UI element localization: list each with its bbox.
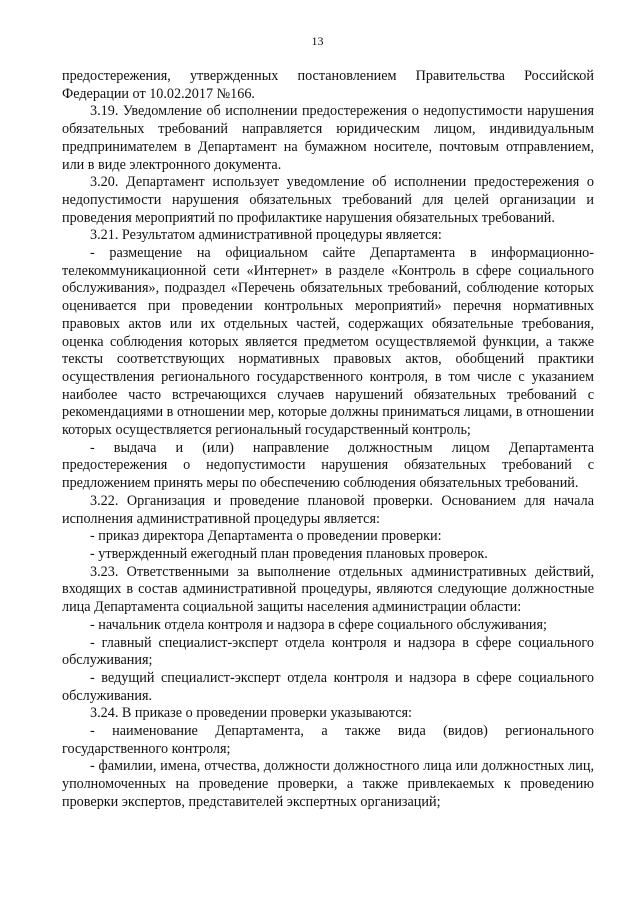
- paragraph-15: - наименование Департамента, а также вида (видов) регионального государственного контроля;: [62, 723, 594, 757]
- page-number: 13: [311, 34, 324, 48]
- paragraph-6: - выдача и (или) направление должностным лицом Департамента предостережения о недопустимости нарушения обязательных требований с предложением принять меры по обеспечению соблюдения обязательных требований.: [62, 439, 594, 492]
- paragraph-3: 3.20. Департамент использует уведомление об исполнении предостережения о недопустимости нарушения обязательных требований для целей организации и проведения мероприятий по профилактике нарушения обязательных требований.: [62, 174, 594, 226]
- paragraph-7: 3.22. Организация и проведение плановой проверки. Основанием для начала исполнения административной процедуры является:: [62, 492, 594, 527]
- paragraph-10: 3.23. Ответственными за выполнение отдельных административных действий, входящих в состав административной процедуры, являются следующие должностные лица Департамента социальной защиты населения администрации области:: [62, 563, 594, 616]
- paragraph-9: - утвержденный ежегодный план проведения плановых проверок.: [90, 545, 488, 562]
- paragraph-11: - начальник отдела контроля и надзора в сфере социального обслуживания;: [90, 616, 547, 633]
- paragraph-8: - приказ директора Департамента о проведении проверки:: [90, 528, 442, 545]
- paragraph-5: - размещение на официальном сайте Департамента в информационно-телекоммуникационной сети «Интернет» в разделе «Контроль в сфере социального обслуживания», подраздел «Перечень обязательных требований, соблюдение которых оценивается при проведении контрольных мероприятий» перечня нормативных правовых актов или их отдельных частей, содержащих обязательные требования, оценка соблюдения которых является предметом осуществляемой функции, а также тексты соответствующих нормативных правовых актов, обобщений практики осуществления регионального государственного контроля, в том числе с указанием наиболее часто встречающихся случаев нарушений обязательных требований с рекомендациями в отношении мер, которые должны приниматься лицами, в отношении которых осуществляется региональный государственный контроль;: [62, 245, 594, 439]
- document-body: [62, 68, 594, 812]
- paragraph-12: - главный специалист-эксперт отдела контроля и надзора в сфере социального обслуживания;: [62, 634, 594, 669]
- paragraph-14: 3.24. В приказе о проведении проверки указываются:: [90, 705, 413, 722]
- paragraph-2: 3.19. Уведомление об исполнении предостережения о недопустимости нарушения обязательных требований направляется юридическим лицом, индивидуальным предпринимателем в Департамент на бумажном носителе, почтовым отправлением, или в виде электронного документа.: [62, 103, 594, 173]
- paragraph-1: предостережения, утвержденных постановлением Правительства Российской Федерации от 10.02.2017 №166.: [62, 68, 594, 102]
- paragraph-16: - фамилии, имена, отчества, должности должностного лица или должностных лиц, уполномоченных на проведение проверки, а также привлекаемых к проведению проверки экспертов, представителей экспертных организаций;: [62, 758, 594, 810]
- paragraph-13: - ведущий специалист-эксперт отдела контроля и надзора в сфере социального обслуживания.: [62, 669, 594, 704]
- paragraph-4: 3.21. Результатом административной процедуры является:: [90, 227, 442, 244]
